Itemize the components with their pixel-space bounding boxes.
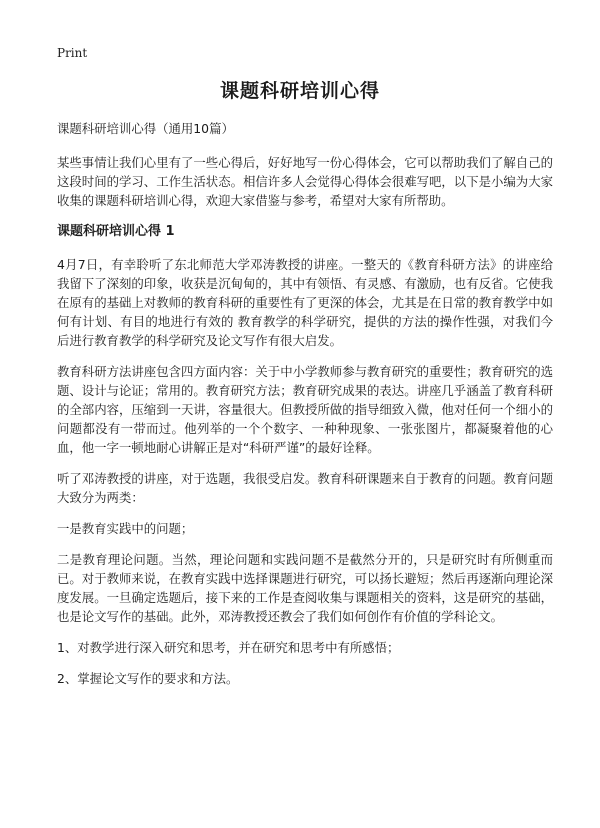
intro-paragraph: 某些事情让我们心里有了一些心得后，好好地写一份心得体会，它可以帮助我们了解自己的这段时间的学习、工作生活状态。相信许多人会觉得心得体会很难写吧，以下是小编为大家收集的课题科研培训心得，欢迎大家借鉴与参考，希望对大家有所帮助。 [57, 155, 553, 208]
print-link[interactable]: Print [57, 46, 88, 60]
body-paragraph: 二是教育理论问题。当然，理论问题和实践问题不是截然分开的，只是研究时有所侧重而已。对于教师来说，在教育实践中选择课题进行研究，可以扬长避短；然后再逐渐向理论深度发展。一旦确定选题后，接下来的工作是查阅收集与课题相关的资料，这是研究的基础，也是论文写作的基础。此外，邓涛教授还教会了我们如何创作有价值的学科论文。 [57, 552, 553, 624]
body-paragraph: 4月7日，有幸聆听了东北师范大学邓涛教授的讲座。一整天的《教育科研方法》的讲座给我留下了深刻的印象，收获是沉甸甸的，其中有领悟、有灵感、有激励，也有反省。它使我在原有的基础上对教师的教育科研的重要性有了更深的体会，尤其是在日常的教育教学中如何有计划、有目的地进行有效的 教育教学的科学研究，提供的方法的操作性强，对我们今后进行教育教学的科学研究及论文写作有很大启发。 [57, 257, 553, 348]
body-paragraph: 教育科研方法讲座包含四方面内容：关于中小学教师参与教育研究的重要性；教育研究的选题、设计与论证；常用的。教育研究方法；教育研究成果的表达。讲座几乎涵盖了教育科研的全部内容，压缩到一天讲，容量很大。但教授所做的指导细致入微，他对任何一个细小的问题都没有一带而过。他列举的一个个数字、一种种现象、一张张图片，都凝聚着他的心血，他一字一顿地耐心讲解正是对“科研严谨”的最好诠释。 [57, 364, 553, 455]
list-item: 2、掌握论文写作的要求和方法。 [57, 671, 239, 686]
document-subtitle: 课题科研培训心得（通用10篇） [57, 121, 234, 136]
document-title: 课题科研培训心得 [219, 80, 380, 102]
document-body [57, 119, 553, 700]
body-paragraph: 听了邓涛教授的讲座，对于选题，我很受启发。教育科研课题来自于教育的问题。教育问题大致分为两类： [57, 471, 553, 505]
list-item: 1、对教学进行深入研究和思考，并在研究和思考中有所感悟； [57, 640, 400, 655]
body-paragraph: 一是教育实践中的问题； [57, 521, 194, 536]
section-heading: 课题科研培训心得 1 [57, 224, 175, 239]
